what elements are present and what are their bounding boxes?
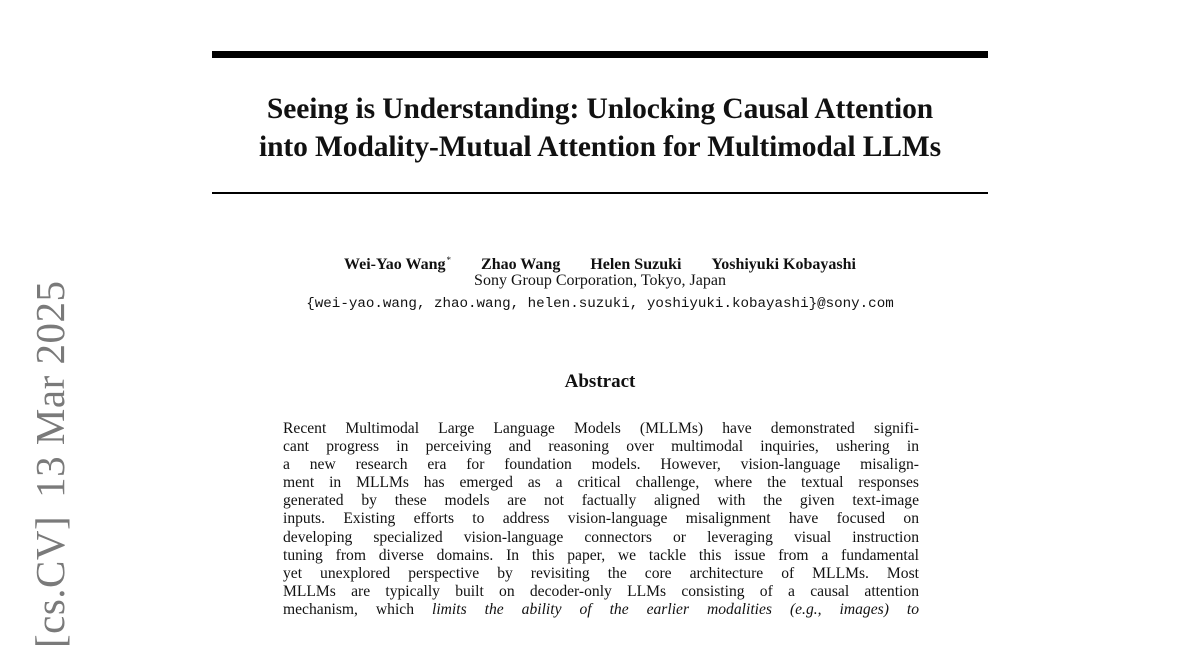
author-emails: {wei-yao.wang, zhao.wang, helen.suzuki, yoshiyuki.kobayashi}@sony.com bbox=[306, 296, 894, 312]
abstract-line: inputs. Existing efforts to address vision-language misalignment have focused on bbox=[283, 510, 919, 528]
abstract-line: Recent Multimodal Large Language Models (MLLMs) have demonstrated signifi- bbox=[283, 420, 919, 437]
abstract-line: cant progress in perceiving and reasoning over multimodal inquiries, ushering in bbox=[283, 438, 919, 456]
abstract-line: mechanism, which limits the ability of the earlier modalities (e.g., images) to bbox=[283, 600, 920, 618]
title-line: into Modality-Mutual Attention for Multimodal LLMs bbox=[259, 131, 941, 163]
affiliation: Sony Group Corporation, Tokyo, Japan bbox=[474, 272, 726, 289]
title-top-rule bbox=[212, 51, 988, 58]
abstract-line: developing specialized vision-language connectors or leveraging visual instruction bbox=[283, 528, 919, 546]
author: Helen Suzuki bbox=[590, 256, 682, 273]
abstract-heading: Abstract bbox=[564, 371, 636, 392]
title-line: Seeing is Understanding: Unlocking Causal Attention bbox=[266, 93, 934, 125]
author: Wei-Yao Wang* bbox=[344, 255, 452, 273]
abstract-line: tuning from diverse domains. In this paper, we tackle this issue from a fundamental bbox=[283, 546, 919, 564]
abstract-body bbox=[283, 420, 919, 619]
arxiv-category: [cs.CV] bbox=[27, 515, 73, 648]
abstract-line: yet unexplored perspective by revisiting the core architecture of MLLMs. Most bbox=[283, 564, 919, 582]
corresponding-author-mark: * bbox=[446, 255, 452, 265]
abstract-emphasis: limits the ability of the earlier modalities (e.g., images) to bbox=[431, 600, 920, 618]
abstract-line: MLLMs are typically built on decoder-only LLMs consisting of a causal attention bbox=[283, 582, 919, 600]
abstract-line: generated by these models are not factually aligned with the given text-image bbox=[283, 492, 919, 510]
author: Yoshiyuki Kobayashi bbox=[711, 256, 856, 273]
abstract-line: a new research era for foundation models. However, vision-language misalign- bbox=[283, 456, 919, 474]
arxiv-date: 13 Mar 2025 bbox=[27, 280, 73, 498]
arxiv-identifier-stamp bbox=[28, 281, 72, 648]
author: Zhao Wang bbox=[481, 256, 561, 273]
abstract-line: ment in MLLMs has emerged as a critical challenge, where the textual responses bbox=[283, 474, 919, 492]
paper-title bbox=[200, 90, 1000, 166]
title-bottom-rule bbox=[212, 192, 988, 194]
